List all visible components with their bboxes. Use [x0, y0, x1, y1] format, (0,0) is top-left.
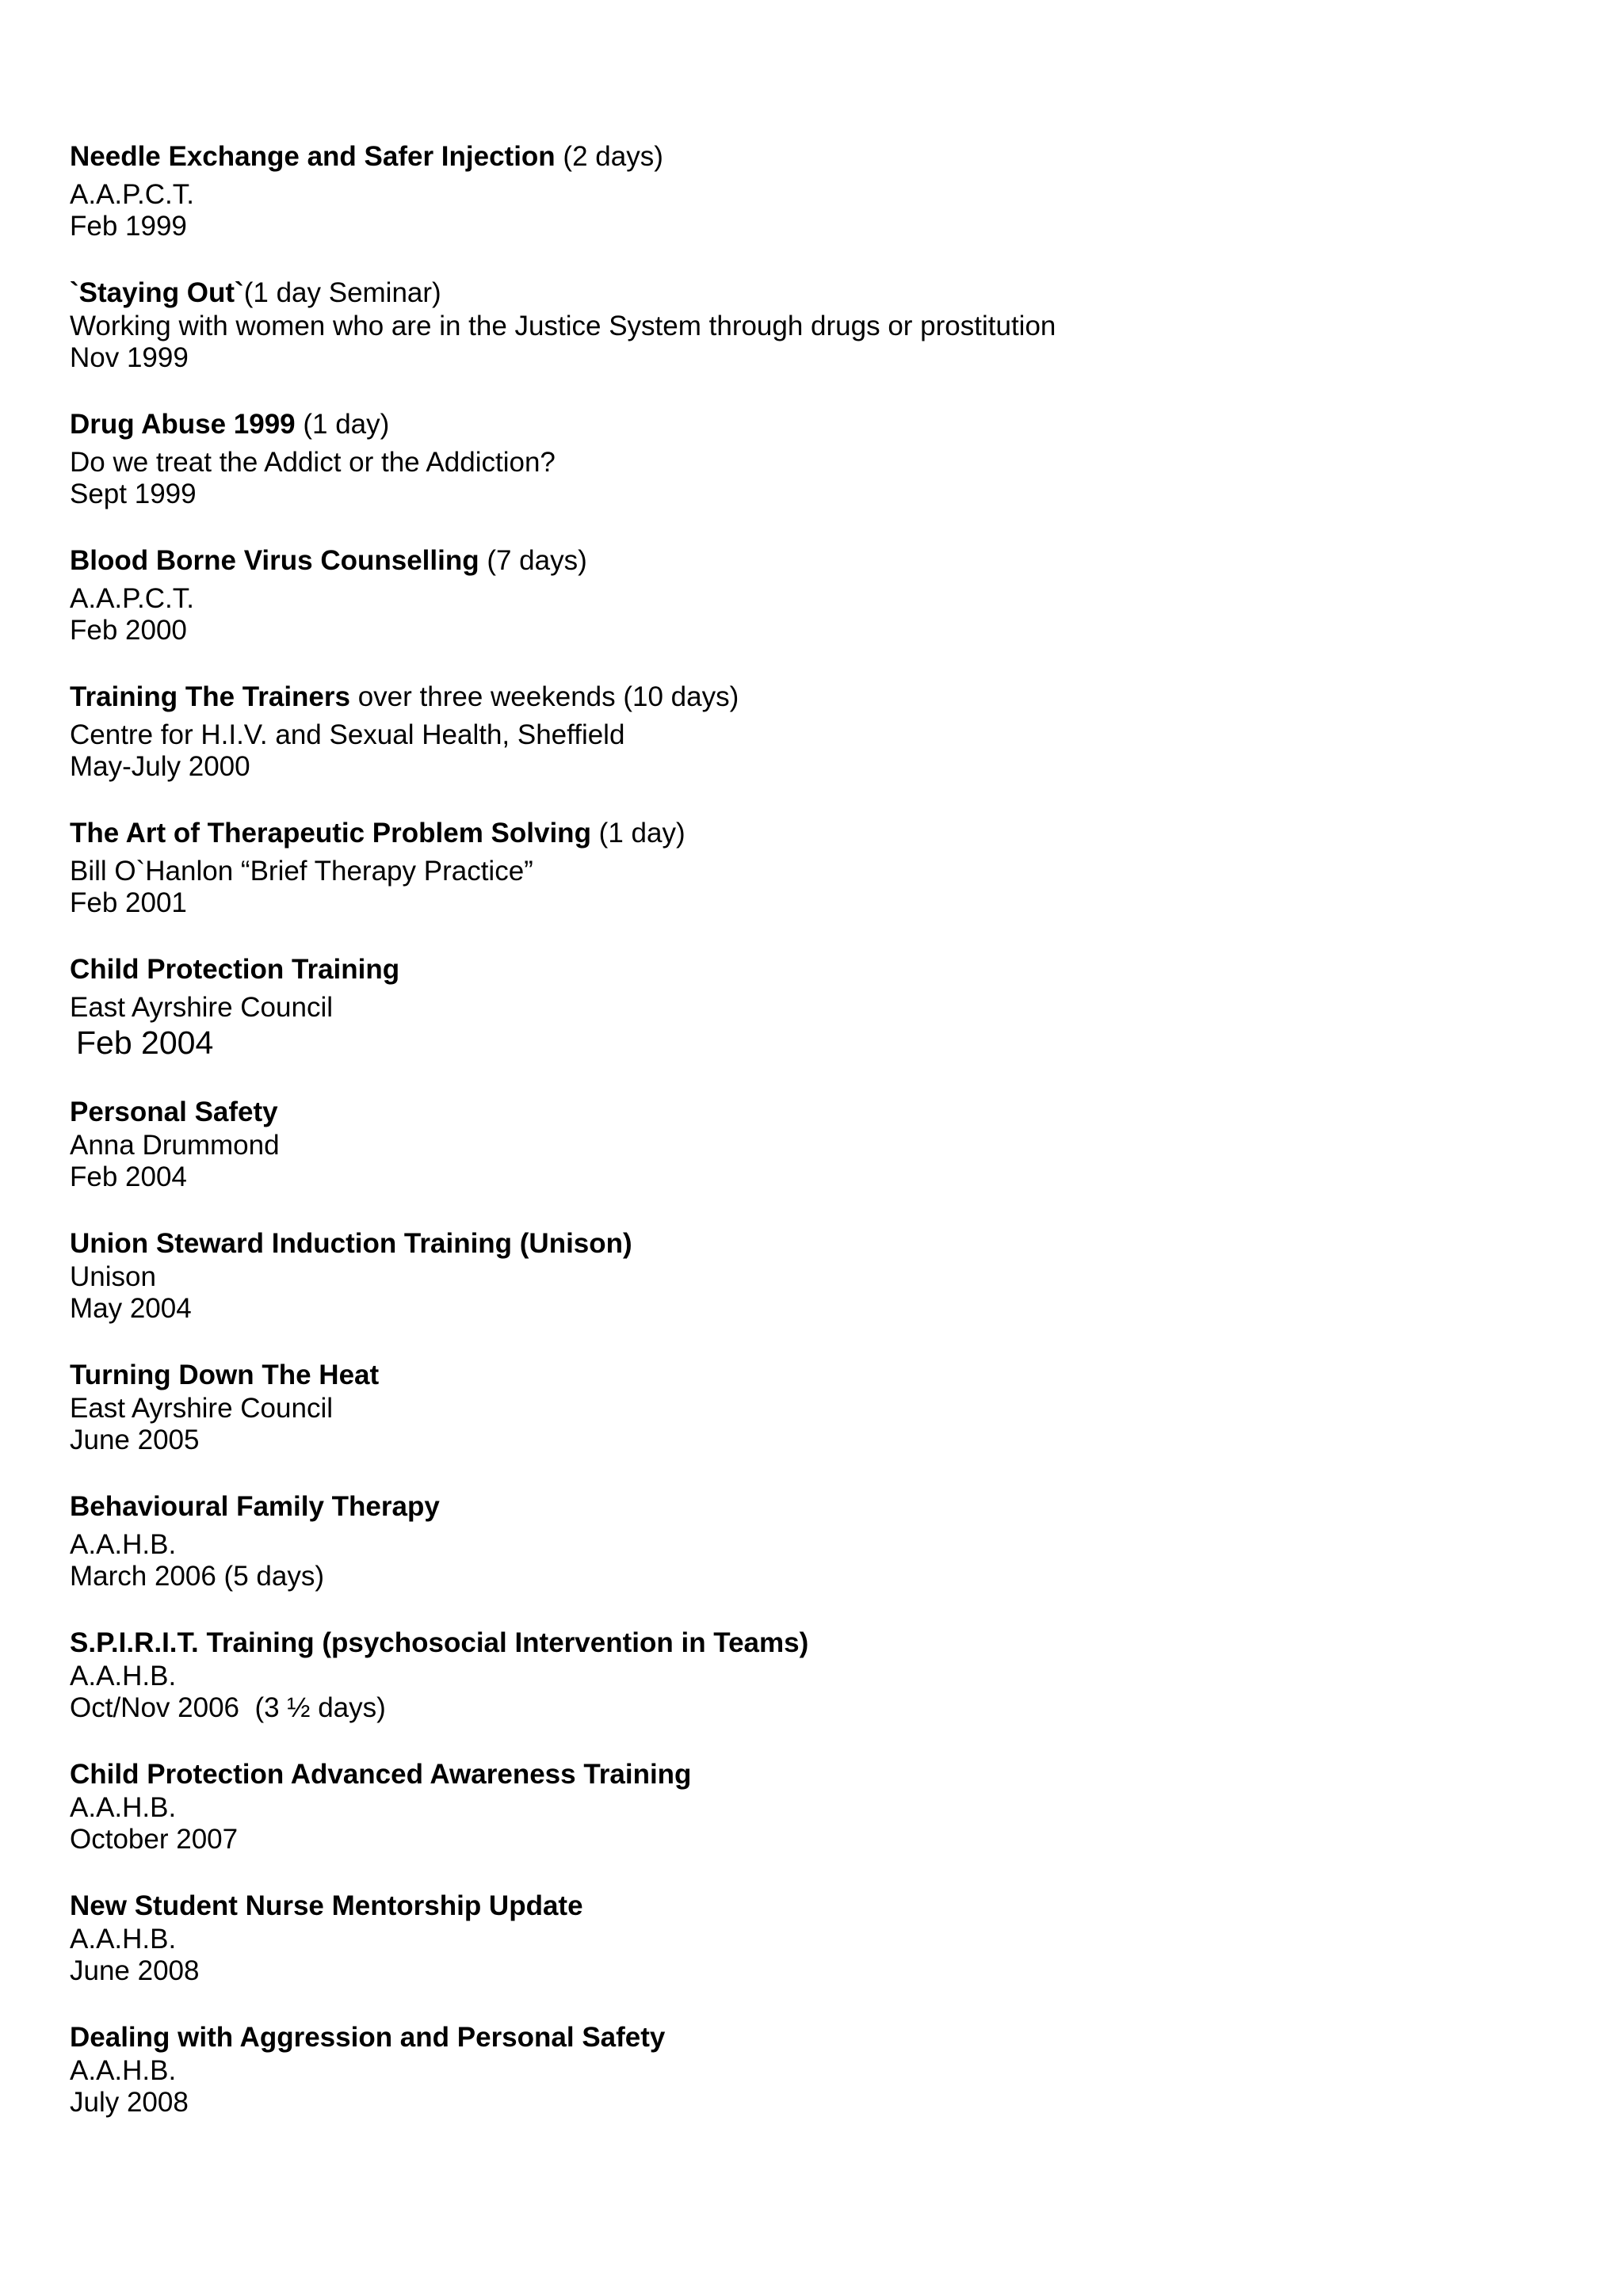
training-entry — [70, 1626, 1560, 1724]
entry-title — [70, 1226, 1560, 1261]
entry-date: July 2008 — [70, 2087, 189, 2118]
entry-date: May-July 2000 — [70, 751, 250, 782]
entry-title — [70, 1358, 1560, 1393]
entry-provider: Anna Drummond — [70, 1130, 280, 1161]
entry-provider: Centre for H.I.V. and Sexual Health, Sheffield — [70, 719, 625, 750]
entry-title — [70, 1095, 1560, 1130]
entry-title-bold: Turning Down The Heat — [70, 1360, 380, 1390]
entry-title-bold: Behavioural Family Therapy — [70, 1491, 440, 1522]
entry-provider: A.A.H.B. — [70, 1529, 177, 1560]
entry-description: Working with women who are in the Justice System through drugs or prostitution — [70, 311, 1056, 341]
entry-provider: A.A.H.B. — [70, 1792, 177, 1823]
entry-title-suffix: (1 day) — [590, 818, 685, 849]
entry-date: May 2004 — [70, 1293, 192, 1324]
training-entry — [70, 1358, 1560, 1456]
training-entry — [70, 1889, 1560, 1987]
entry-title-bold: Child Protection Advanced Awareness Training — [70, 1759, 692, 1790]
entry-date: October 2007 — [70, 1824, 239, 1855]
entry-provider: East Ayrshire Council — [70, 1393, 334, 1424]
entry-date: Oct/Nov 2006 (3 ½ days) — [70, 1692, 386, 1723]
entry-title-bold: Union Steward Induction Training (Unison) — [70, 1228, 632, 1259]
entry-date: March 2006 (5 days) — [70, 1561, 324, 1592]
training-entry — [70, 1757, 1560, 1855]
training-entry — [70, 816, 1560, 919]
entry-provider: Unison — [70, 1261, 156, 1292]
entry-title-suffix: (2 days) — [555, 141, 663, 172]
entry-title-bold: Drug Abuse 1999 — [70, 409, 296, 440]
entry-date: Feb 2000 — [70, 615, 187, 646]
entry-date: Feb 2004 — [76, 1024, 214, 1061]
entry-title-bold: Training The Trainers — [70, 681, 350, 712]
training-entry — [70, 1226, 1560, 1325]
training-entry — [70, 276, 1560, 374]
entry-title-bold: New Student Nurse Mentorship Update — [70, 1890, 583, 1921]
entry-date: Sept 1999 — [70, 479, 197, 509]
training-entry — [70, 2020, 1560, 2119]
entry-title-bold: Child Protection Training — [70, 954, 400, 985]
training-entry — [70, 543, 1560, 646]
entry-date: June 2005 — [70, 1425, 200, 1455]
entry-provider: Bill O`Hanlon “Brief Therapy Practice” — [70, 856, 533, 887]
entry-title-suffix: (1 day Seminar) — [243, 277, 441, 308]
entry-provider: A.A.H.B. — [70, 1924, 177, 1955]
entry-title — [70, 816, 1560, 851]
entry-date: Feb 1999 — [70, 211, 187, 242]
entry-title — [70, 139, 1560, 174]
training-entry — [70, 680, 1560, 783]
training-entry — [70, 139, 1560, 242]
entry-title — [70, 952, 1560, 987]
entry-provider: A.A.H.B. — [70, 2055, 177, 2086]
training-entry — [70, 407, 1560, 510]
entry-title-bold: Dealing with Aggression and Personal Safety — [70, 2022, 666, 2053]
training-list — [70, 139, 1560, 2152]
entry-title — [70, 1626, 1560, 1661]
entry-title — [70, 1889, 1560, 1924]
training-entry — [70, 1095, 1560, 1193]
entry-title-suffix: (7 days) — [479, 545, 587, 576]
entry-title — [70, 276, 1560, 311]
training-entry — [70, 952, 1560, 1062]
entry-title-suffix: over three weekends (10 days) — [349, 681, 739, 712]
entry-title-bold: `Staying Out` — [70, 277, 244, 308]
entry-title — [70, 680, 1560, 715]
entry-provider: East Ayrshire Council — [70, 992, 334, 1023]
entry-date: Feb 2001 — [70, 887, 187, 918]
entry-date: Feb 2004 — [70, 1161, 187, 1192]
training-entry — [70, 1489, 1560, 1592]
entry-date: June 2008 — [70, 1955, 200, 1986]
entry-title — [70, 2020, 1560, 2055]
entry-title — [70, 1757, 1560, 1792]
entry-title-suffix: (1 day) — [295, 409, 390, 440]
entry-title — [70, 407, 1560, 442]
entry-provider: A.A.H.B. — [70, 1661, 177, 1691]
entry-title — [70, 543, 1560, 578]
entry-title-bold: Personal Safety — [70, 1097, 278, 1127]
entry-title-bold: Needle Exchange and Safer Injection — [70, 141, 556, 172]
entry-title-bold: The Art of Therapeutic Problem Solving — [70, 818, 591, 849]
entry-title-bold: Blood Borne Virus Counselling — [70, 545, 479, 576]
entry-provider: A.A.P.C.T. — [70, 179, 194, 210]
entry-description: Do we treat the Addict or the Addiction? — [70, 447, 556, 478]
entry-date: Nov 1999 — [70, 342, 189, 373]
entry-title-bold: S.P.I.R.I.T. Training (psychosocial Intervention in Teams) — [70, 1627, 809, 1658]
entry-provider: A.A.P.C.T. — [70, 583, 194, 614]
entry-title — [70, 1489, 1560, 1524]
